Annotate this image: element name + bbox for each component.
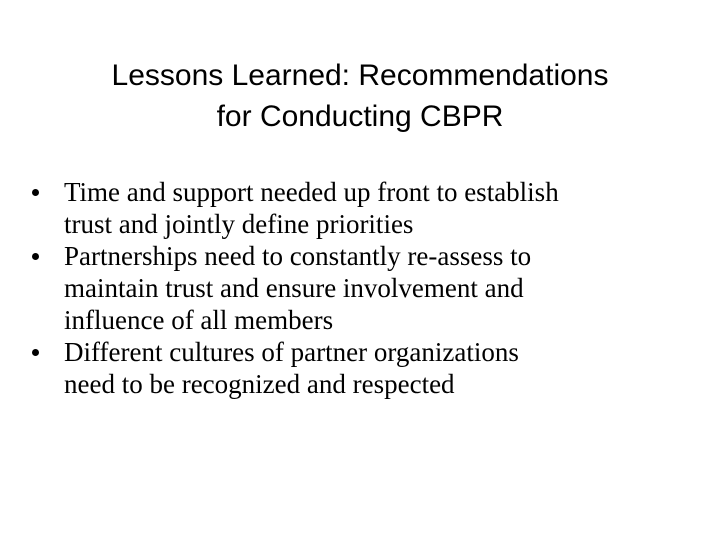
bullet-dot-icon — [32, 253, 39, 260]
bullet-text — [64, 176, 700, 240]
slide-title-line: for Conducting CBPR — [216, 100, 504, 133]
bullet-text — [64, 240, 700, 336]
bullet-text — [64, 336, 700, 400]
bullet-line: influence of all members — [64, 305, 334, 335]
bullet-list — [0, 176, 720, 400]
slide-title — [40, 55, 680, 137]
bullet-item — [0, 240, 720, 336]
bullet-line: trust and jointly define priorities — [64, 209, 414, 239]
bullet-line: maintain trust and ensure involvement and — [64, 273, 524, 303]
bullet-line: need to be recognized and respected — [64, 369, 455, 399]
slide-title-line: Lessons Learned: Recommendations — [111, 59, 609, 92]
bullet-line: Time and support needed up front to establish — [64, 177, 559, 207]
bullet-item — [0, 336, 720, 400]
bullet-line: Partnerships need to constantly re-assess to — [64, 241, 532, 271]
bullet-dot-icon — [32, 189, 39, 196]
bullet-line: Different cultures of partner organizations — [64, 337, 519, 367]
bullet-dot-icon — [32, 349, 39, 356]
bullet-item — [0, 176, 720, 240]
